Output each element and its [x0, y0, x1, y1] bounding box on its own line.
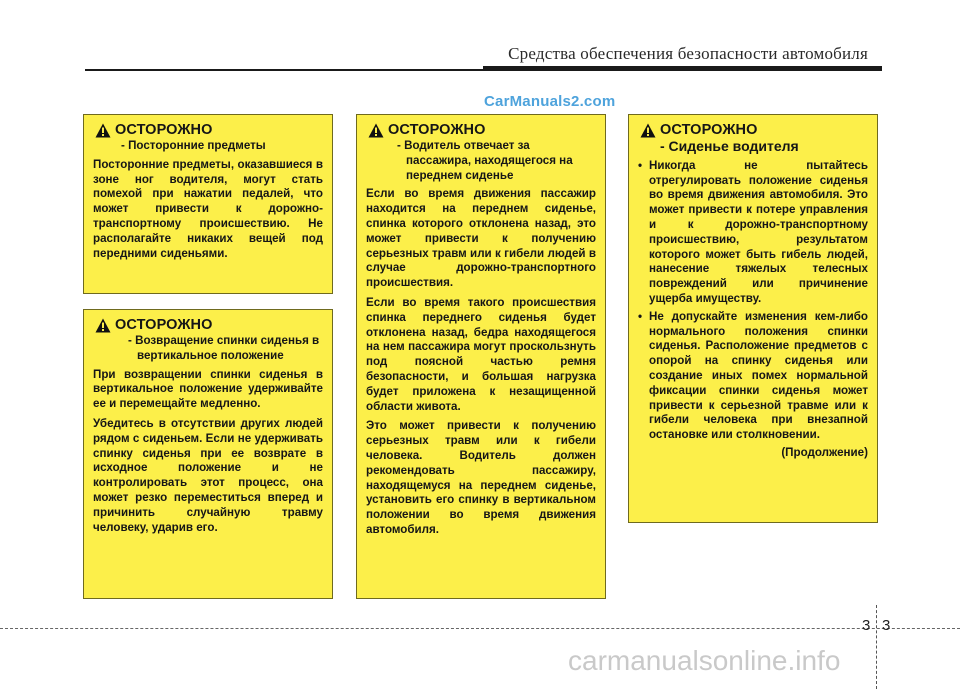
warning-triangle-icon: [640, 123, 656, 138]
header-rule-thick: [483, 66, 882, 71]
warning-text-2: Убедитесь в отсутствии других людей рядом с сиденьем. Если не удерживать спинку сиденья при ее возврате в исходное положение и не контролировать этот процесс, она может резко переместиться вперед и причинить случайную травму человеку, ударив его.: [93, 416, 323, 534]
bullet-item: • Никогда не пытайтесь отрегулировать положение сиденья во время движения автомобиля. Это может привести к потере управления и к дорожно-транспортному происшествию, результатом которого может быть гибель людей, нанесение тяжелых телесных повреждений или причинение ущерба имуществу.: [638, 158, 868, 305]
warning-subtitle: - Посторонние предметы: [121, 139, 266, 152]
bullet-dot-icon: •: [638, 309, 643, 323]
warning-subtitle: - Сиденье водителя: [660, 138, 799, 154]
warning-box-passenger-seat: [356, 114, 606, 599]
header-title: Средства обеспечения безопасности автомобиля: [508, 44, 868, 63]
bottom-dashed-rule: [0, 628, 960, 629]
warning-triangle-icon: [368, 123, 384, 138]
warning-text-3: Это может привести к получению серьезных травм или к гибели человека. Водитель должен рекомендовать пассажиру, находящемуся на переднем сиденье, установить его спинку в вертикальном положении во время движения автомобиля.: [366, 419, 596, 536]
warning-box-foreign-objects: [83, 114, 333, 294]
bullet-item: • Не допускайте изменения кем-либо нормального положения спинки сиденья. Расположение предметов с опорой на спинку сиденья или создание иных помех нормальной фиксации спинки сиденья может привести к серьезной травме или к гибели человека при внезапной остановке или столкновении.: [638, 309, 868, 442]
watermark-bottom: carmanualsonline.info: [568, 645, 841, 676]
warning-triangle-icon: [95, 318, 111, 333]
warning-box-driver-seat: [628, 114, 878, 523]
watermark-top: CarManuals2.com: [484, 93, 616, 110]
warning-title: ОСТОРОЖНО: [95, 123, 323, 138]
warning-text-2: Если во время такого происшествия спинка переднего сиденья будет отклонена назад, бедра находящегося на нем пассажира могут проскользнуть под поясной частью ремня безопасности, и большая нагрузка будет приложена к незащищенной области живота.: [366, 295, 596, 413]
warning-text-1: Если во время движения пассажир находится на переднем сиденье, спинка которого отклонена назад, это может привести к получению серьезных травм или к гибели людей в случае дорожно-транспортного происшествия.: [366, 187, 596, 290]
warning-triangle-icon: [95, 123, 111, 138]
chapter-number: 3: [862, 617, 871, 634]
warning-title: ОСТОРОЖНО: [368, 123, 596, 138]
warning-title: ОСТОРОЖНО: [640, 123, 868, 138]
warning-title: ОСТОРОЖНО: [95, 318, 323, 333]
warning-text-1: При возвращении спинки сиденья в вертикальное положение удерживайте ее и перемещайте медленно.: [93, 367, 323, 411]
warning-box-seatback-return: [83, 309, 333, 599]
warning-subtitle: - Водитель отвечает за пассажира, находящегося на переднем сиденье: [397, 139, 573, 182]
bullet-dot-icon: •: [638, 158, 643, 172]
warning-text: Посторонние предметы, оказавшиеся в зоне ног водителя, могут стать помехой при нажатии педалей, что может привести к дорожно-транспортному происшествию. Не располагайте никаких вещей под передними сиденьями.: [93, 157, 323, 260]
warning-subtitle: - Возвращение спинки сиденья в вертикальное положение: [128, 334, 320, 362]
continued-label: (Продолжение): [781, 445, 868, 459]
bottom-dashed-divider: [876, 605, 877, 689]
page-number: 3: [882, 617, 891, 634]
